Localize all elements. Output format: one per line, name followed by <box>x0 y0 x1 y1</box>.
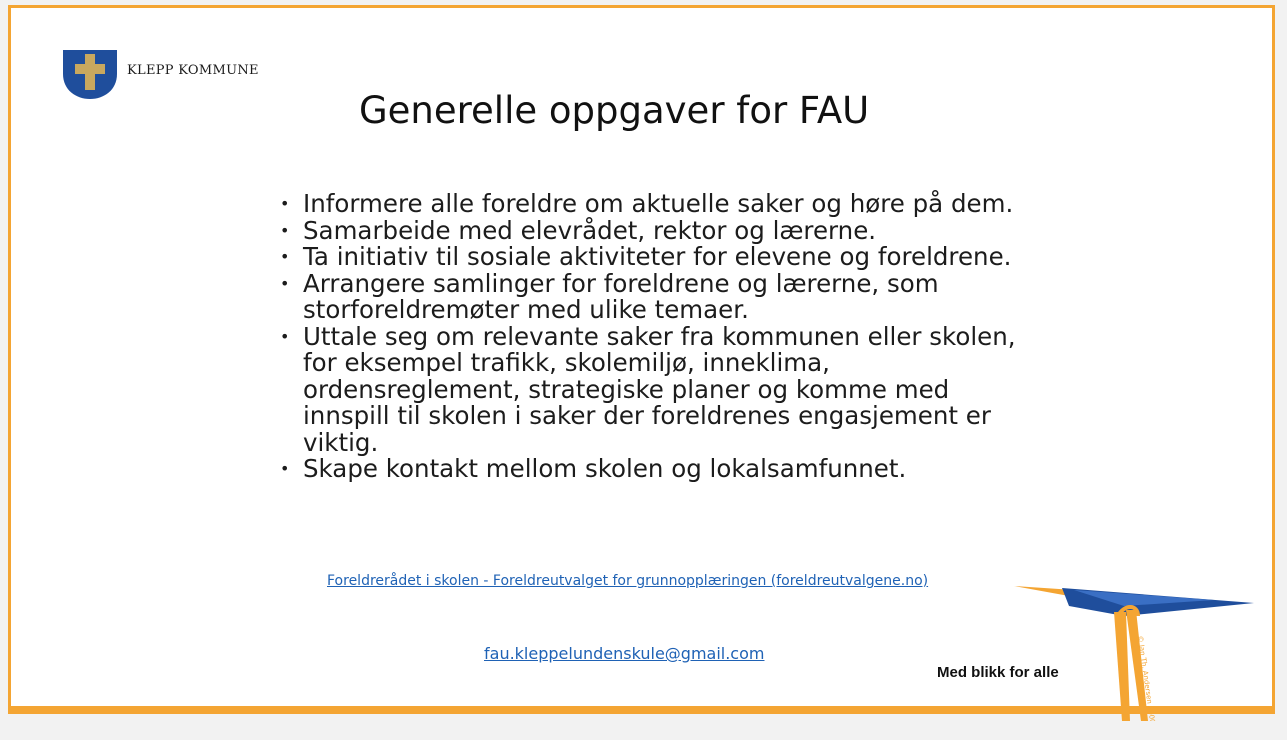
list-item-text: Uttale seg om relevante saker fra kommunen eller skolen, for eksempel trafikk, skolemiljø, inneklima, ordensreglement, strategiske planer og komme med innspill til skolen i saker der foreldrenes engasjement er viktig. <box>303 321 1016 457</box>
list-item-text: Arrangere samlinger for foreldrene og lærerne, som storforeldremøter med ulike temaer. <box>303 268 939 324</box>
klepp-kommune-logo <box>62 48 259 100</box>
slide-title: Generelle oppgaver for FAU <box>359 89 870 132</box>
list-item-text: Informere alle foreldre om aktuelle saker og høre på dem. <box>303 189 1014 218</box>
bullet-icon: • <box>280 194 290 213</box>
bullet-icon: • <box>280 326 290 346</box>
list-item <box>276 321 1016 457</box>
logo-text: KLEPP KOMMUNE <box>127 62 259 78</box>
bullet-icon: • <box>280 247 290 266</box>
list-item-text: Skape kontakt mellom skolen og lokalsamfunnet. <box>303 454 907 483</box>
list-item <box>276 244 1016 271</box>
bullet-icon: • <box>280 220 290 240</box>
task-list <box>276 191 1016 483</box>
list-item-text: Samarbeide med elevrådet, rektor og lærerne. <box>303 215 877 245</box>
municipality-shield-icon <box>62 48 118 100</box>
bullet-icon: • <box>280 273 290 293</box>
bullet-icon: • <box>280 459 290 478</box>
list-item <box>276 215 1016 245</box>
email-link[interactable]: fau.kleppelundenskule@gmail.com <box>484 644 765 663</box>
list-item <box>276 268 1016 324</box>
tagline: Med blikk for alle <box>937 664 1059 681</box>
foreldreutvalget-link[interactable]: Foreldrerådet i skolen - Foreldreutvalget for grunnopplæringen (foreldreutvalgene.no) <box>327 573 929 589</box>
list-item-text: Ta initiativ til sosiale aktiviteter for elevene og foreldrene. <box>303 242 1012 271</box>
fountain-pen-icon <box>1014 576 1259 721</box>
slide <box>8 5 1275 721</box>
list-item <box>276 191 1016 218</box>
list-item <box>276 456 1016 483</box>
pen-artwork <box>1014 576 1259 725</box>
artist-signature: © Jan Th. Andersen 2000 <box>1136 635 1157 721</box>
